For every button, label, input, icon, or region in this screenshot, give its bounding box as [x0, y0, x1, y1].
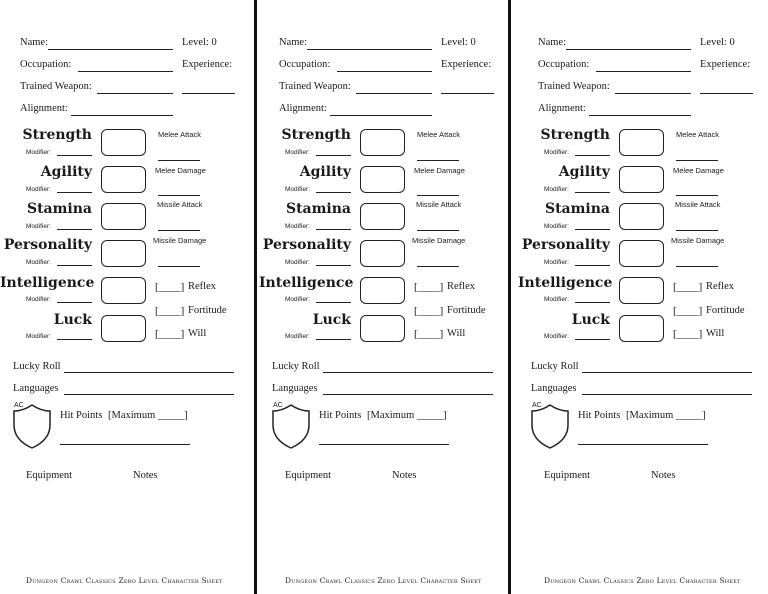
hit-points-field[interactable] [60, 444, 190, 445]
stat-luck-box[interactable] [101, 315, 146, 342]
languages-field[interactable] [323, 394, 493, 395]
stat-personality-box[interactable] [619, 240, 664, 267]
missile-attack-label: Missile Attack [675, 200, 721, 209]
stat-personality-box[interactable] [360, 240, 405, 267]
stat-agility-box[interactable] [619, 166, 664, 193]
trained-weapon-label: Trained Weapon: [20, 81, 92, 92]
hit-points-label: Hit Points [578, 410, 621, 421]
will-box[interactable]: [____] [673, 328, 703, 340]
sheet-divider-1 [254, 0, 257, 594]
stat-intelligence-label: Intelligence [0, 275, 95, 291]
will-label: Will [706, 328, 725, 339]
stat-stamina-label: Stamina [544, 201, 610, 217]
sheet-footer: Dungeon Crawl Classics Zero Level Character Sheet [544, 576, 741, 585]
lucky-roll-label: Lucky Roll [272, 361, 320, 372]
stat-agility-label: Agility [299, 164, 351, 180]
experience-label: Experience: [700, 59, 751, 70]
stat-stamina-modifier-label: Modifier: [285, 223, 310, 230]
fortitude-box[interactable]: [____] [414, 305, 444, 317]
will-label: Will [188, 328, 207, 339]
fortitude-box[interactable]: [____] [673, 305, 703, 317]
stat-agility-box[interactable] [360, 166, 405, 193]
equipment-label: Equipment [26, 470, 73, 481]
melee-attack-label: Melee Attack [676, 130, 719, 139]
missile-damage-field[interactable] [417, 266, 459, 267]
reflex-box[interactable]: [____] [155, 281, 185, 293]
languages-label: Languages [272, 383, 318, 394]
melee-attack-label: Melee Attack [417, 130, 460, 139]
experience-field[interactable] [441, 93, 494, 94]
stat-strength-modifier-field[interactable] [575, 155, 610, 156]
stat-luck-modifier-label: Modifier: [544, 333, 569, 340]
lucky-roll-label: Lucky Roll [13, 361, 61, 372]
character-sheet [0, 0, 252, 594]
notes-label: Notes [651, 470, 676, 481]
stat-luck-label: Luck [312, 312, 351, 328]
fortitude-label: Fortitude [447, 305, 486, 316]
alignment-field[interactable] [589, 115, 691, 116]
alignment-label: Alignment: [279, 103, 327, 114]
stat-intelligence-modifier-field[interactable] [316, 302, 351, 303]
hit-points-maximum-label: [Maximum _____] [367, 410, 447, 421]
level-label: Level: 0 [182, 37, 217, 48]
stat-intelligence-modifier-field[interactable] [57, 302, 92, 303]
stat-luck-label: Luck [571, 312, 610, 328]
stat-agility-modifier-label: Modifier: [26, 186, 51, 193]
stat-strength-box[interactable] [360, 129, 405, 156]
stat-personality-modifier-label: Modifier: [544, 259, 569, 266]
missile-attack-field[interactable] [158, 230, 200, 231]
lucky-roll-field[interactable] [64, 372, 234, 373]
stat-luck-modifier-field[interactable] [57, 339, 92, 340]
stat-agility-box[interactable] [101, 166, 146, 193]
stat-stamina-modifier-label: Modifier: [26, 223, 51, 230]
stat-strength-modifier-field[interactable] [316, 155, 351, 156]
hit-points-field[interactable] [578, 444, 708, 445]
languages-label: Languages [531, 383, 577, 394]
alignment-field[interactable] [71, 115, 173, 116]
lucky-roll-field[interactable] [582, 372, 752, 373]
stat-agility-modifier-label: Modifier: [285, 186, 310, 193]
name-label: Name: [20, 37, 48, 48]
stat-luck-modifier-label: Modifier: [285, 333, 310, 340]
melee-attack-field[interactable] [676, 160, 718, 161]
stat-luck-box[interactable] [619, 315, 664, 342]
alignment-label: Alignment: [538, 103, 586, 114]
will-box[interactable]: [____] [155, 328, 185, 340]
lucky-roll-label: Lucky Roll [531, 361, 579, 372]
reflex-box[interactable]: [____] [673, 281, 703, 293]
notes-label: Notes [133, 470, 158, 481]
stat-stamina-box[interactable] [360, 203, 405, 230]
equipment-label: Equipment [285, 470, 332, 481]
armor-class-shield-icon[interactable] [12, 402, 52, 450]
stat-personality-label: Personality [521, 237, 610, 253]
stat-personality-box[interactable] [101, 240, 146, 267]
occupation-label: Occupation: [279, 59, 331, 70]
hit-points-field[interactable] [319, 444, 449, 445]
armor-class-shield-icon[interactable] [271, 402, 311, 450]
name-field[interactable] [566, 49, 691, 50]
missile-damage-label: Missile Damage [671, 236, 725, 245]
ac-label: AC [273, 402, 283, 409]
stat-strength-label: Strength [540, 127, 610, 143]
occupation-field[interactable] [596, 71, 691, 72]
stat-personality-label: Personality [3, 237, 92, 253]
missile-attack-field[interactable] [676, 230, 718, 231]
stat-stamina-box[interactable] [101, 203, 146, 230]
ac-label: AC [532, 402, 542, 409]
missile-attack-label: Missile Attack [157, 200, 203, 209]
lucky-roll-field[interactable] [323, 372, 493, 373]
hit-points-maximum-label: [Maximum _____] [108, 410, 188, 421]
missile-attack-label: Missile Attack [416, 200, 462, 209]
missile-damage-field[interactable] [676, 266, 718, 267]
stat-strength-modifier-label: Modifier: [285, 149, 310, 156]
name-label: Name: [538, 37, 566, 48]
melee-damage-label: Melee Damage [155, 166, 206, 175]
stat-luck-label: Luck [53, 312, 92, 328]
stat-intelligence-modifier-field[interactable] [575, 302, 610, 303]
stat-intelligence-modifier-label: Modifier: [285, 296, 310, 303]
alignment-field[interactable] [330, 115, 432, 116]
stat-strength-box[interactable] [101, 129, 146, 156]
trained-weapon-label: Trained Weapon: [538, 81, 610, 92]
missile-damage-label: Missile Damage [153, 236, 207, 245]
stat-strength-label: Strength [281, 127, 351, 143]
occupation-label: Occupation: [538, 59, 590, 70]
sheet-footer: Dungeon Crawl Classics Zero Level Character Sheet [26, 576, 223, 585]
stat-stamina-modifier-field[interactable] [316, 229, 351, 230]
level-label: Level: 0 [441, 37, 476, 48]
missile-attack-field[interactable] [417, 230, 459, 231]
character-sheet [518, 0, 768, 594]
melee-damage-label: Melee Damage [414, 166, 465, 175]
stat-stamina-modifier-field[interactable] [575, 229, 610, 230]
armor-class-shield-icon[interactable] [530, 402, 570, 450]
stat-intelligence-modifier-label: Modifier: [544, 296, 569, 303]
name-field[interactable] [307, 49, 432, 50]
reflex-box[interactable]: [____] [414, 281, 444, 293]
stat-intelligence-box[interactable] [619, 277, 664, 304]
stat-strength-box[interactable] [619, 129, 664, 156]
stat-luck-box[interactable] [360, 315, 405, 342]
stat-strength-label: Strength [22, 127, 92, 143]
trained-weapon-field[interactable] [97, 93, 173, 94]
stat-stamina-modifier-field[interactable] [57, 229, 92, 230]
stat-agility-modifier-label: Modifier: [544, 186, 569, 193]
stat-intelligence-box[interactable] [101, 277, 146, 304]
stat-intelligence-label: Intelligence [518, 275, 613, 291]
stat-luck-modifier-label: Modifier: [26, 333, 51, 340]
melee-damage-field[interactable] [676, 195, 718, 196]
stat-personality-modifier-field[interactable] [316, 265, 351, 266]
stat-agility-modifier-field[interactable] [575, 192, 610, 193]
ac-label: AC [14, 402, 24, 409]
stat-personality-modifier-field[interactable] [575, 265, 610, 266]
stat-agility-modifier-field[interactable] [316, 192, 351, 193]
stat-agility-modifier-field[interactable] [57, 192, 92, 193]
stat-stamina-box[interactable] [619, 203, 664, 230]
stat-strength-modifier-label: Modifier: [26, 149, 51, 156]
reflex-label: Reflex [706, 281, 734, 292]
stat-agility-label: Agility [40, 164, 92, 180]
melee-attack-field[interactable] [417, 160, 459, 161]
sheet-footer: Dungeon Crawl Classics Zero Level Character Sheet [285, 576, 482, 585]
stat-intelligence-label: Intelligence [259, 275, 354, 291]
stat-luck-modifier-field[interactable] [575, 339, 610, 340]
will-box[interactable]: [____] [414, 328, 444, 340]
fortitude-label: Fortitude [188, 305, 227, 316]
fortitude-box[interactable]: [____] [155, 305, 185, 317]
stat-stamina-label: Stamina [26, 201, 92, 217]
experience-field[interactable] [700, 93, 753, 94]
occupation-field[interactable] [78, 71, 173, 72]
stat-luck-modifier-field[interactable] [316, 339, 351, 340]
experience-field[interactable] [182, 93, 235, 94]
melee-attack-field[interactable] [158, 160, 200, 161]
languages-field[interactable] [582, 394, 752, 395]
missile-damage-field[interactable] [158, 266, 200, 267]
equipment-label: Equipment [544, 470, 591, 481]
stat-intelligence-box[interactable] [360, 277, 405, 304]
stat-strength-modifier-label: Modifier: [544, 149, 569, 156]
will-label: Will [447, 328, 466, 339]
stat-personality-modifier-field[interactable] [57, 265, 92, 266]
trained-weapon-label: Trained Weapon: [279, 81, 351, 92]
melee-damage-field[interactable] [158, 195, 200, 196]
notes-label: Notes [392, 470, 417, 481]
hit-points-label: Hit Points [319, 410, 362, 421]
stat-stamina-label: Stamina [285, 201, 351, 217]
alignment-label: Alignment: [20, 103, 68, 114]
melee-damage-field[interactable] [417, 195, 459, 196]
languages-label: Languages [13, 383, 59, 394]
character-sheet [259, 0, 511, 594]
stat-personality-modifier-label: Modifier: [26, 259, 51, 266]
experience-label: Experience: [182, 59, 233, 70]
stat-intelligence-modifier-label: Modifier: [26, 296, 51, 303]
hit-points-maximum-label: [Maximum _____] [626, 410, 706, 421]
melee-damage-label: Melee Damage [673, 166, 724, 175]
fortitude-label: Fortitude [706, 305, 745, 316]
languages-field[interactable] [64, 394, 234, 395]
occupation-label: Occupation: [20, 59, 72, 70]
trained-weapon-field[interactable] [615, 93, 691, 94]
reflex-label: Reflex [188, 281, 216, 292]
experience-label: Experience: [441, 59, 492, 70]
name-label: Name: [279, 37, 307, 48]
melee-attack-label: Melee Attack [158, 130, 201, 139]
hit-points-label: Hit Points [60, 410, 103, 421]
stat-strength-modifier-field[interactable] [57, 155, 92, 156]
reflex-label: Reflex [447, 281, 475, 292]
trained-weapon-field[interactable] [356, 93, 432, 94]
level-label: Level: 0 [700, 37, 735, 48]
stat-personality-modifier-label: Modifier: [285, 259, 310, 266]
stat-agility-label: Agility [558, 164, 610, 180]
occupation-field[interactable] [337, 71, 432, 72]
stat-stamina-modifier-label: Modifier: [544, 223, 569, 230]
stat-personality-label: Personality [262, 237, 351, 253]
name-field[interactable] [48, 49, 173, 50]
missile-damage-label: Missile Damage [412, 236, 466, 245]
